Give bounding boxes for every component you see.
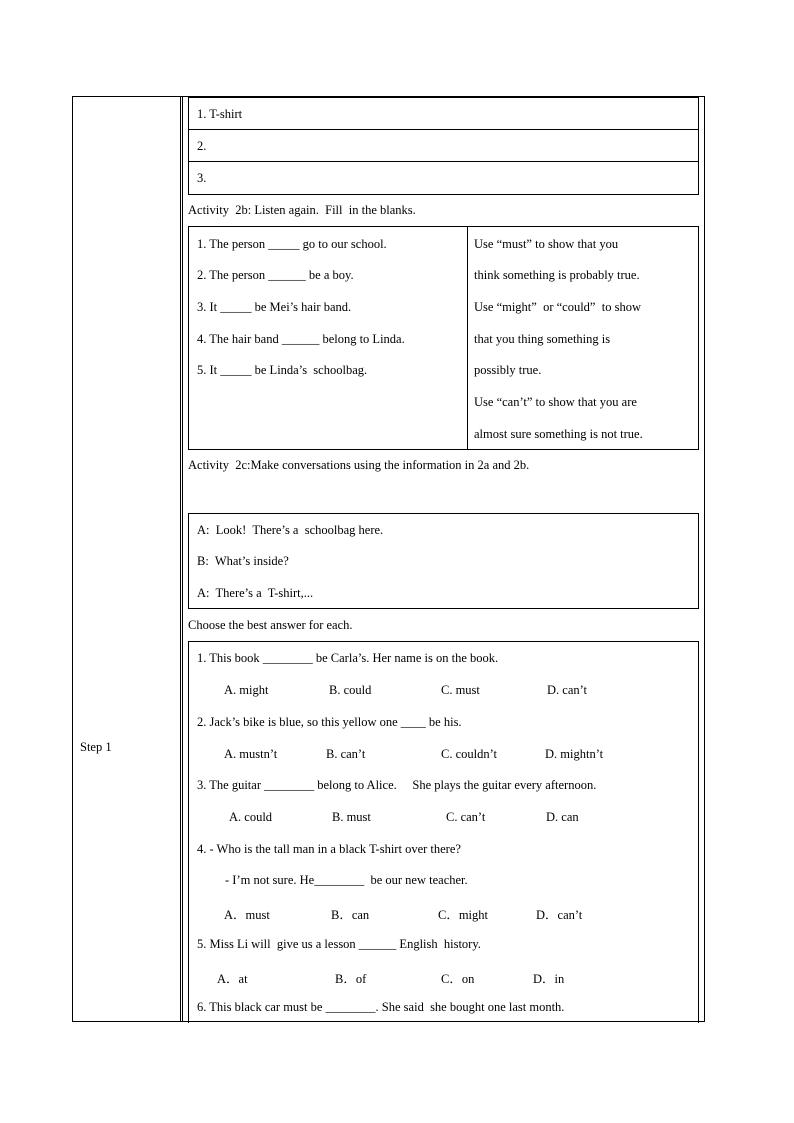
blank-item: 1. The person _____ go to our school. — [197, 237, 387, 251]
blank-item: 4. The hair band ______ belong to Linda. — [197, 332, 405, 346]
option: A. might — [224, 683, 269, 697]
activity-2b-heading: Activity 2b: Listen again. Fill in the blanks. — [188, 203, 416, 217]
option: D．can’t — [536, 908, 583, 922]
option: C．on — [441, 972, 475, 986]
conversation-line: B: What’s inside? — [197, 554, 289, 568]
question-5: 5. Miss Li will give us a lesson ______ English history. — [197, 937, 481, 951]
question-1: 1. This book ________ be Carla’s. Her name is on the book. — [197, 651, 499, 665]
quiz-heading: Choose the best answer for each. — [188, 618, 353, 632]
blank-item: 2. The person ______ be a boy. — [197, 268, 354, 282]
grammar-note: Use “must” to show that you — [474, 237, 619, 251]
option: B．of — [335, 972, 367, 986]
grammar-note: that you thing something is — [474, 332, 611, 346]
table-row — [189, 130, 698, 162]
question-3: 3. The guitar ________ belong to Alice. She plays the guitar every afternoon. — [197, 778, 597, 792]
option: B. could — [329, 683, 372, 697]
option: D．in — [533, 972, 565, 986]
option: D. can — [546, 810, 579, 824]
option: C. can’t — [446, 810, 486, 824]
grammar-note: think something is probably true. — [474, 268, 640, 282]
question-4: 4. - Who is the tall man in a black T-shirt over there? — [197, 842, 461, 856]
table-cell: 1. T-shirt — [197, 107, 243, 121]
quiz-box — [188, 641, 699, 1023]
option: B. must — [332, 810, 371, 824]
table-cell: 3. — [197, 171, 207, 185]
option: D. mightn’t — [545, 747, 604, 761]
option: A. mustn’t — [224, 747, 278, 761]
activity-2b-table — [188, 226, 699, 450]
step-label: Step 1 — [80, 740, 112, 754]
column-divider — [180, 96, 183, 1022]
option: A．must — [224, 908, 270, 922]
option: C. must — [441, 683, 480, 697]
conversation-line: A: Look! There’s a schoolbag here. — [197, 523, 384, 537]
conversation-box — [188, 513, 699, 609]
option: A. could — [229, 810, 273, 824]
table-cell: 2. — [197, 139, 207, 153]
grammar-note: Use “might” or “could” to show — [474, 300, 641, 314]
option: C. couldn’t — [441, 747, 498, 761]
option: B．can — [331, 908, 370, 922]
question-4-reply: - I’m not sure. He________ be our new teacher. — [225, 873, 468, 887]
question-2: 2. Jack’s bike is blue, so this yellow one ____ be his. — [197, 715, 462, 729]
table-row — [189, 162, 698, 194]
blank-item: 3. It _____ be Mei’s hair band. — [197, 300, 352, 314]
grammar-note: possibly true. — [474, 363, 542, 377]
option: C．might — [438, 908, 489, 922]
question-6: 6. This black car must be ________. She said she bought one last month. — [197, 1000, 565, 1014]
option: B. can’t — [326, 747, 366, 761]
option: D. can’t — [547, 683, 588, 697]
table-row — [189, 98, 698, 130]
option: A．at — [217, 972, 248, 986]
items-table — [188, 97, 699, 195]
activity-2c-heading: Activity 2c:Make conversations using the information in 2a and 2b. — [188, 458, 530, 472]
cell-divider — [467, 227, 468, 449]
grammar-note: Use “can’t” to show that you are — [474, 395, 637, 409]
blank-item: 5. It _____ be Linda’s schoolbag. — [197, 363, 368, 377]
grammar-note: almost sure something is not true. — [474, 427, 643, 441]
conversation-line: A: There’s a T-shirt,... — [197, 586, 314, 600]
